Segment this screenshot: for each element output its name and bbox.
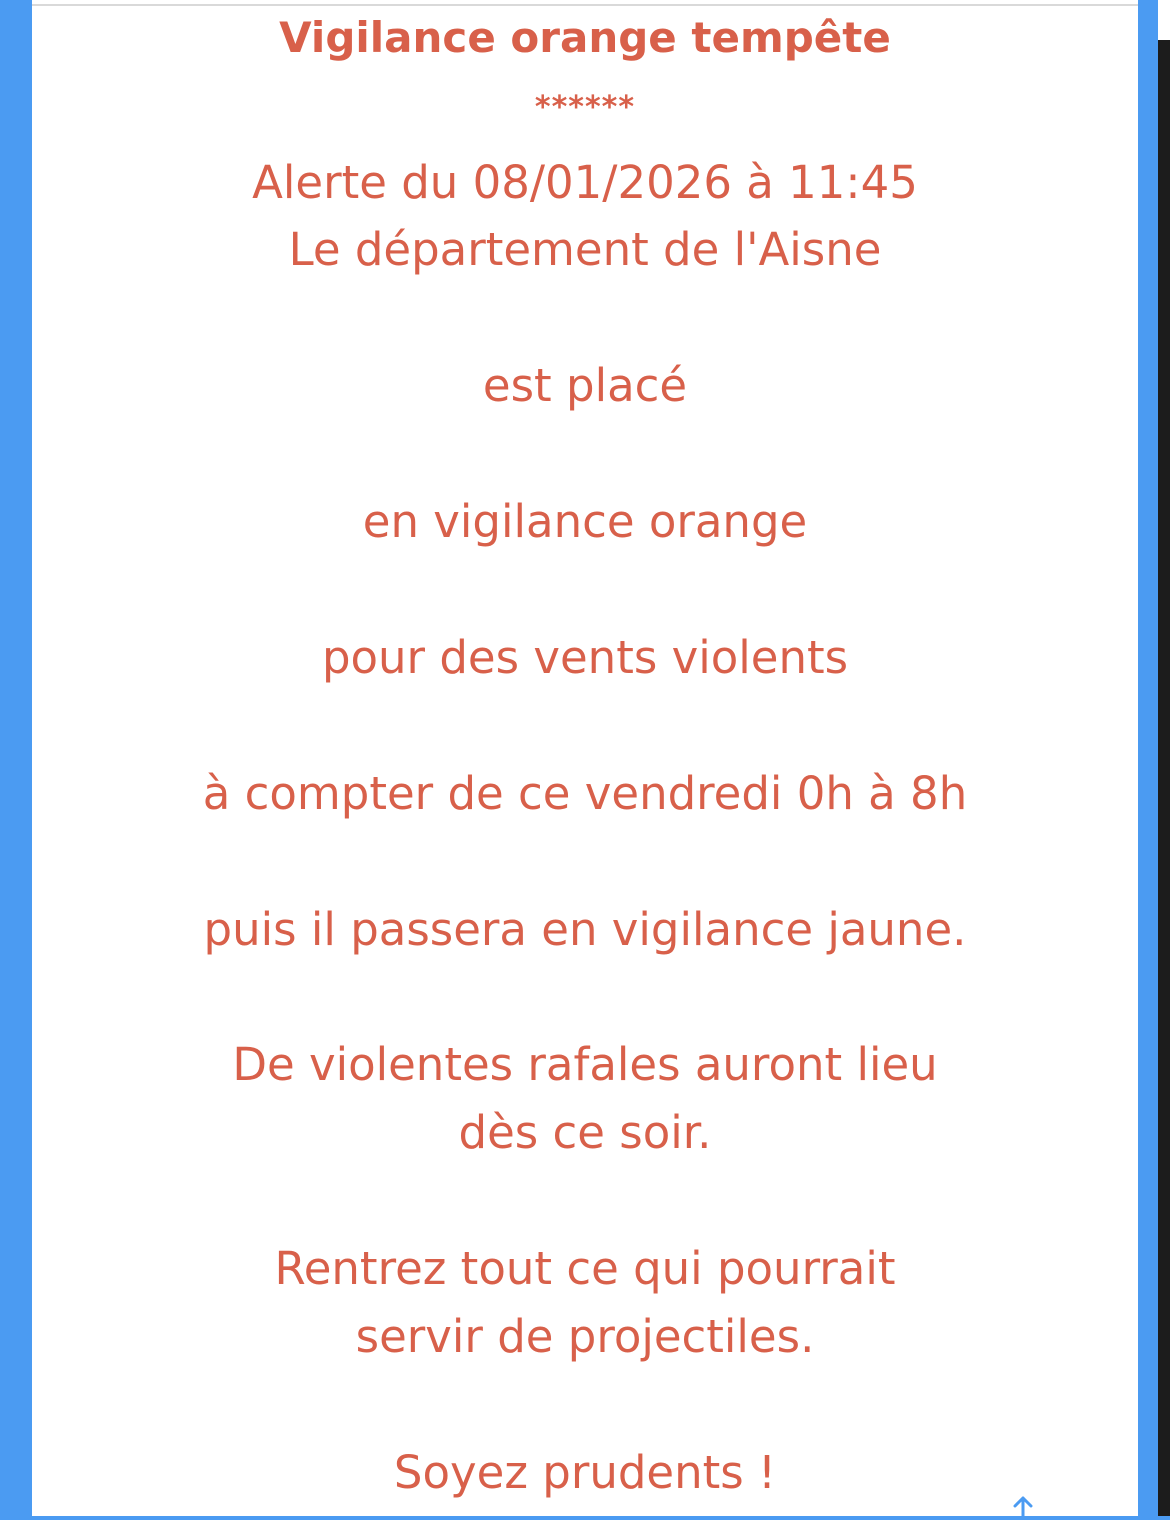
alert-separator: ****** xyxy=(534,90,636,125)
alert-text-line: Rentrez tout ce qui pourrait xyxy=(274,1242,896,1295)
card-top-border xyxy=(32,4,1138,6)
alert-text-line: pour des vents violents xyxy=(321,631,849,684)
alert-card xyxy=(32,0,1138,1516)
left-frame xyxy=(0,0,32,1516)
arrow-up-icon xyxy=(1010,1494,1036,1516)
alert-text-line: puis il passera en vigilance jaune. xyxy=(203,903,967,956)
alert-text-line: De violentes rafales auront lieu xyxy=(232,1038,938,1091)
window-edge-dark xyxy=(1158,40,1170,1516)
alert-text-line: servir de projectiles. xyxy=(355,1310,815,1363)
alert-text-line: dès ce soir. xyxy=(458,1106,712,1159)
scroll-to-top-button[interactable] xyxy=(1010,1494,1036,1516)
alert-text-line: est placé xyxy=(482,359,688,412)
alert-department-line: Le département de l'Aisne xyxy=(288,223,882,276)
alert-date-line: Alerte du 08/01/2026 à 11:45 xyxy=(252,156,918,209)
alert-title: Vigilance orange tempête xyxy=(279,13,891,62)
alert-text-line: en vigilance orange xyxy=(362,495,808,548)
alert-closing-line: Soyez prudents ! xyxy=(393,1446,777,1499)
alert-text-line: à compter de ce vendredi 0h à 8h xyxy=(202,767,968,820)
right-frame xyxy=(1138,0,1158,1516)
